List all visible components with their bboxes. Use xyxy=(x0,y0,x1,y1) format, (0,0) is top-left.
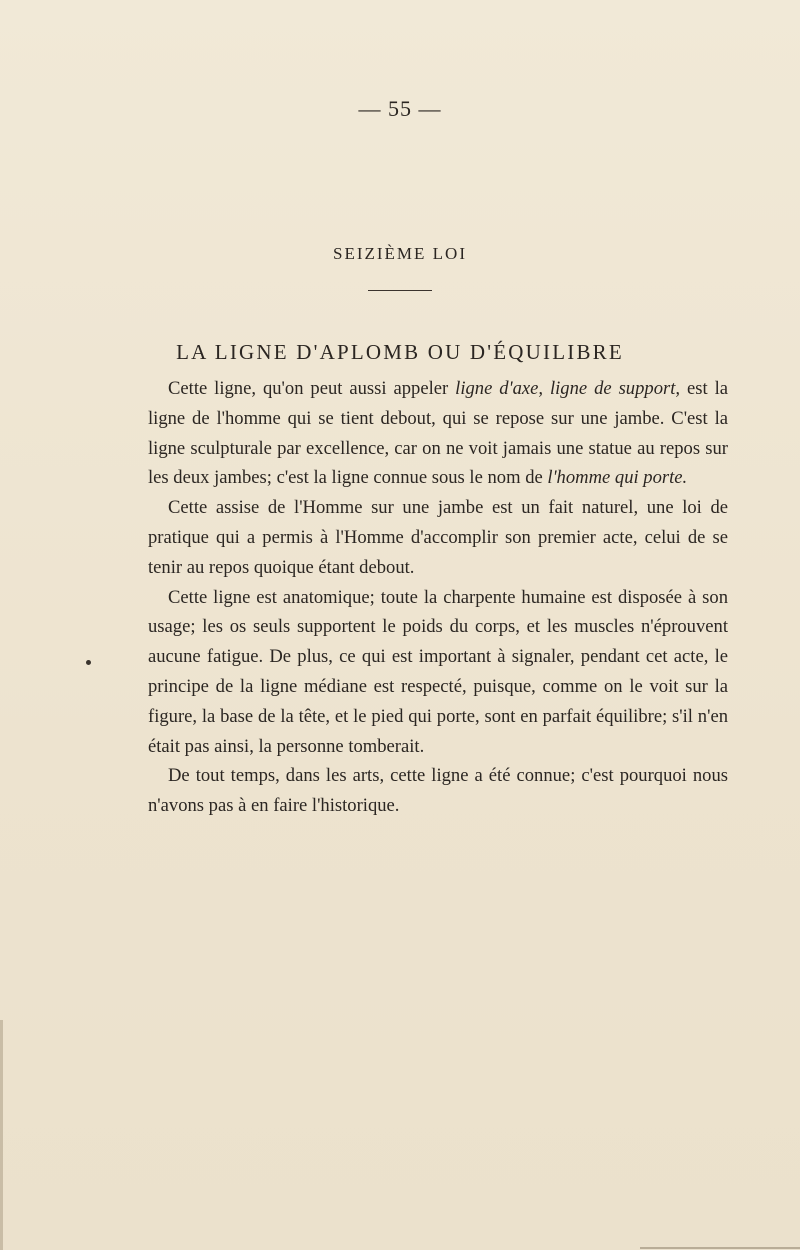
paragraph-2: Cette assise de l'Homme sur une jambe est un fait naturel, une loi de pratique qui a permis à l'Homme d'accomplir son premier acte, celui de se tenir au repos quoique étant debout. xyxy=(148,497,728,578)
chapter-title: LA LIGNE D'APLOMB OU D'ÉQUILIBRE xyxy=(176,340,624,364)
page-edge-bottom xyxy=(640,1247,800,1249)
paragraph-4: De tout temps, dans les arts, cette ligne a été connue; c'est pourquoi nous n'avons pas à en faire l'historique. xyxy=(148,765,728,817)
page-edge-left xyxy=(0,1020,3,1250)
paragraph-1 xyxy=(148,374,728,493)
title-divider xyxy=(368,290,432,291)
margin-mark xyxy=(86,660,91,665)
page-number: — 55 — xyxy=(358,96,442,121)
paragraph-3: Cette ligne est anatomique; toute la charpente humaine est disposée à son usage; les os seuls supportent le poids du corps, et les muscles n'éprouvent aucune fatigue. De plus, ce qui est important à signaler, pendant cet acte, le principe de la ligne médiane est respecté, puisque, comme on le voit sur la figure, la base de la tête, et le pied qui porte, sont en parfait équilibre; s'il n'en était pas ainsi, la personne tomberait. xyxy=(148,586,728,757)
paragraph-1-lead: Cette ligne, qu'on peut aussi appeler xyxy=(168,378,456,399)
paragraph-1-mid: est la ligne de l'homme qui se tient debout, qui se repose sur une jambe. C'est la ligne sculpturale par excellence, car on ne voit jamais une statue au repos sur les deux jambes; c'est la ligne connue sous le nom de xyxy=(148,378,729,489)
paragraph-1-italic-2: l'homme qui porte. xyxy=(547,467,688,489)
paragraph-1-italic-1: ligne d'axe, ligne de support, xyxy=(455,378,681,399)
body-text xyxy=(148,374,728,821)
law-title: SEIZIÈME LOI xyxy=(332,244,467,263)
